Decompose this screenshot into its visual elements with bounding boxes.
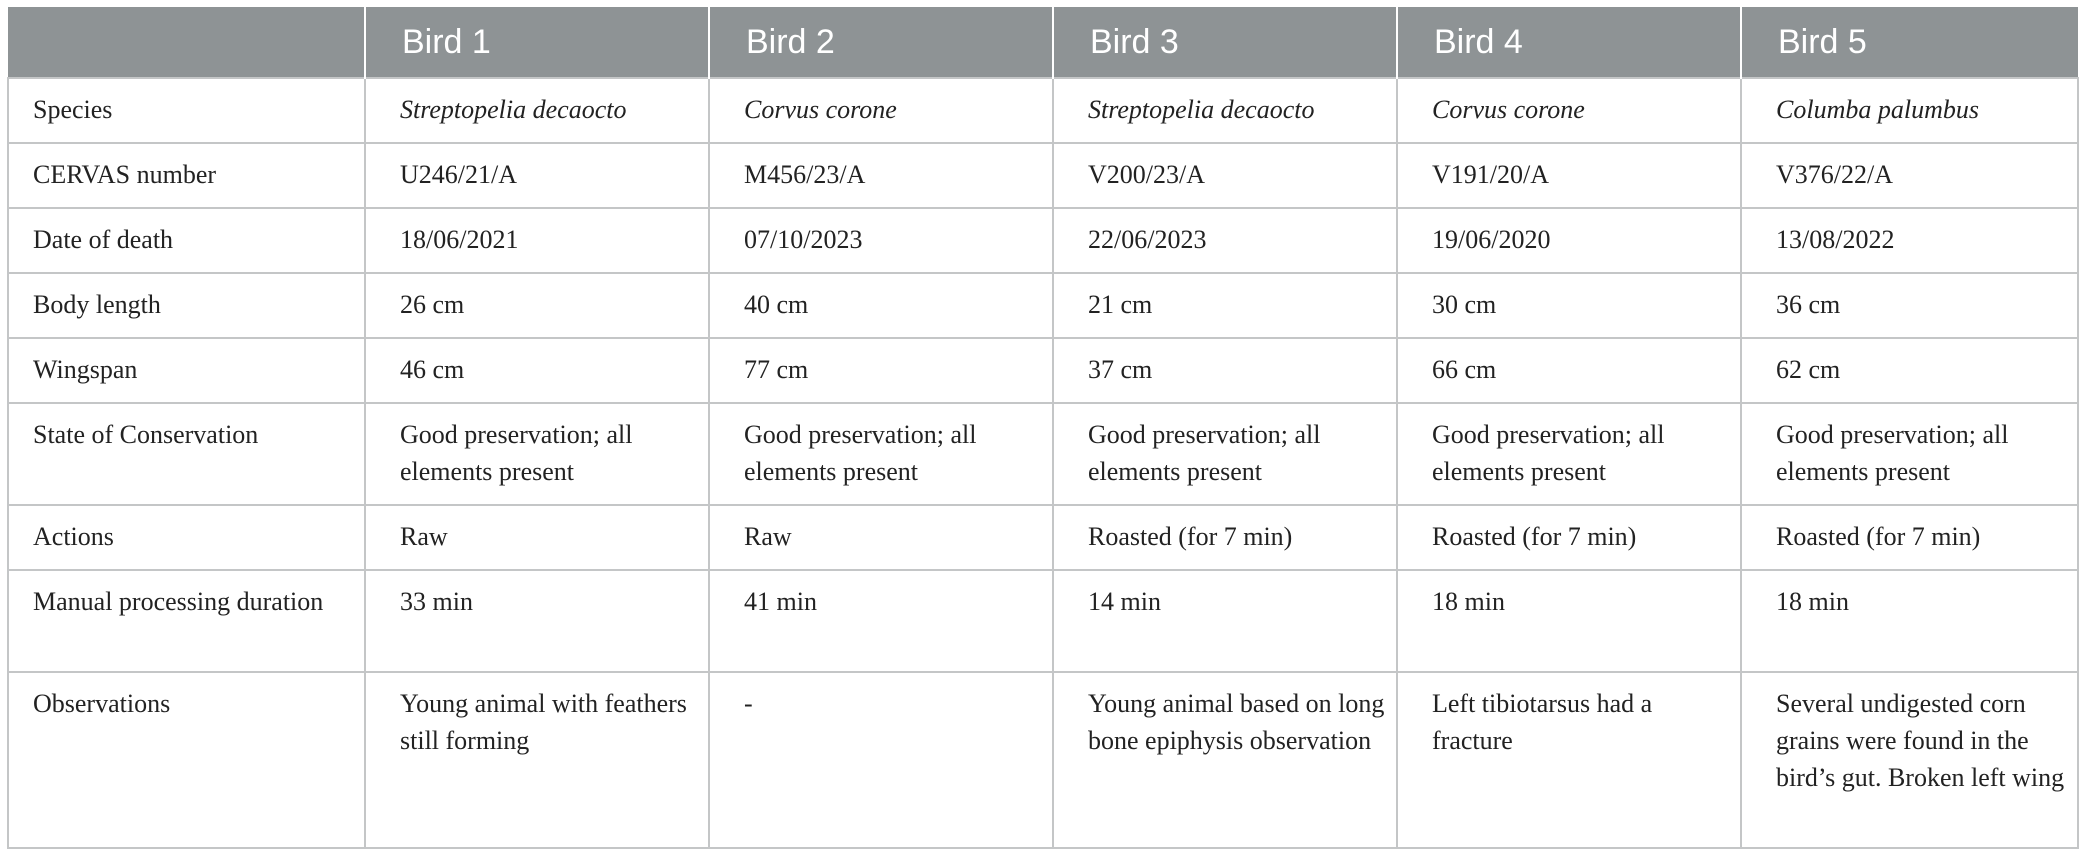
header-bird-2: Bird 2: [709, 7, 1053, 78]
table-cell: 26 cm: [365, 273, 709, 338]
table-cell: 14 min: [1053, 570, 1397, 672]
table-cell: 46 cm: [365, 338, 709, 403]
table-cell: 22/06/2023: [1053, 208, 1397, 273]
header-bird-3: Bird 3: [1053, 7, 1397, 78]
row-label: Observations: [8, 672, 365, 848]
row-label: Body length: [8, 273, 365, 338]
table-row-wingspan: [8, 338, 2078, 403]
table-cell: Good preservation; all elements present: [709, 403, 1053, 505]
table-cell: Left tibiotarsus had a fracture: [1397, 672, 1741, 848]
table-cell: Good preservation; all elements present: [1741, 403, 2078, 505]
table-cell: 33 min: [365, 570, 709, 672]
header-bird-5: Bird 5: [1741, 7, 2078, 78]
row-label: State of Conservation: [8, 403, 365, 505]
table-cell: Roasted (for 7 min): [1053, 505, 1397, 570]
table-cell: 18 min: [1741, 570, 2078, 672]
table-row-manual-processing-duration: [8, 570, 2078, 672]
table-cell: U246/21/A: [365, 143, 709, 208]
header-corner-cell: [8, 7, 365, 78]
table-cell: 13/08/2022: [1741, 208, 2078, 273]
table-cell: Young animal with feathers still forming: [365, 672, 709, 848]
table-cell: 41 min: [709, 570, 1053, 672]
table-cell: Young animal based on long bone epiphysis observation: [1053, 672, 1397, 848]
table-cell: M456/23/A: [709, 143, 1053, 208]
table-cell: 18/06/2021: [365, 208, 709, 273]
header-bird-4: Bird 4: [1397, 7, 1741, 78]
table-cell: V191/20/A: [1397, 143, 1741, 208]
table-cell: 21 cm: [1053, 273, 1397, 338]
table-row-state-of-conservation: [8, 403, 2078, 505]
table-cell: 18 min: [1397, 570, 1741, 672]
table-cell: Roasted (for 7 min): [1397, 505, 1741, 570]
table-cell: Streptopelia decaocto: [1053, 78, 1397, 143]
table-cell: Several undigested corn grains were found in the bird’s gut. Broken left wing: [1741, 672, 2078, 848]
table-row-cervas-number: [8, 143, 2078, 208]
table-cell: 07/10/2023: [709, 208, 1053, 273]
table-cell: Raw: [709, 505, 1053, 570]
row-label: Wingspan: [8, 338, 365, 403]
table-cell: 62 cm: [1741, 338, 2078, 403]
table-cell: Columba palumbus: [1741, 78, 2078, 143]
table-cell: 36 cm: [1741, 273, 2078, 338]
bird-data-table: [7, 7, 2079, 849]
table-cell: Good preservation; all elements present: [365, 403, 709, 505]
table-row-species: [8, 78, 2078, 143]
table-cell: Roasted (for 7 min): [1741, 505, 2078, 570]
row-label: Actions: [8, 505, 365, 570]
table-cell: Raw: [365, 505, 709, 570]
table-cell: Corvus corone: [1397, 78, 1741, 143]
table-row-observations: [8, 672, 2078, 848]
table-cell: Good preservation; all elements present: [1397, 403, 1741, 505]
table-cell: V200/23/A: [1053, 143, 1397, 208]
header-row: [8, 7, 2078, 78]
row-label: CERVAS number: [8, 143, 365, 208]
table-cell: 37 cm: [1053, 338, 1397, 403]
table-cell: 77 cm: [709, 338, 1053, 403]
table-cell: 30 cm: [1397, 273, 1741, 338]
table-cell: V376/22/A: [1741, 143, 2078, 208]
table-row-date-of-death: [8, 208, 2078, 273]
row-label: Date of death: [8, 208, 365, 273]
table-cell: Good preservation; all elements present: [1053, 403, 1397, 505]
table-row-body-length: [8, 273, 2078, 338]
table-cell: -: [709, 672, 1053, 848]
header-bird-1: Bird 1: [365, 7, 709, 78]
table-cell: 66 cm: [1397, 338, 1741, 403]
table-row-actions: [8, 505, 2078, 570]
row-label: Manual processing duration: [8, 570, 365, 672]
table-cell: 19/06/2020: [1397, 208, 1741, 273]
bird-data-table-container: [7, 7, 2077, 849]
table-cell: 40 cm: [709, 273, 1053, 338]
table-cell: Streptopelia decaocto: [365, 78, 709, 143]
row-label: Species: [8, 78, 365, 143]
table-cell: Corvus corone: [709, 78, 1053, 143]
